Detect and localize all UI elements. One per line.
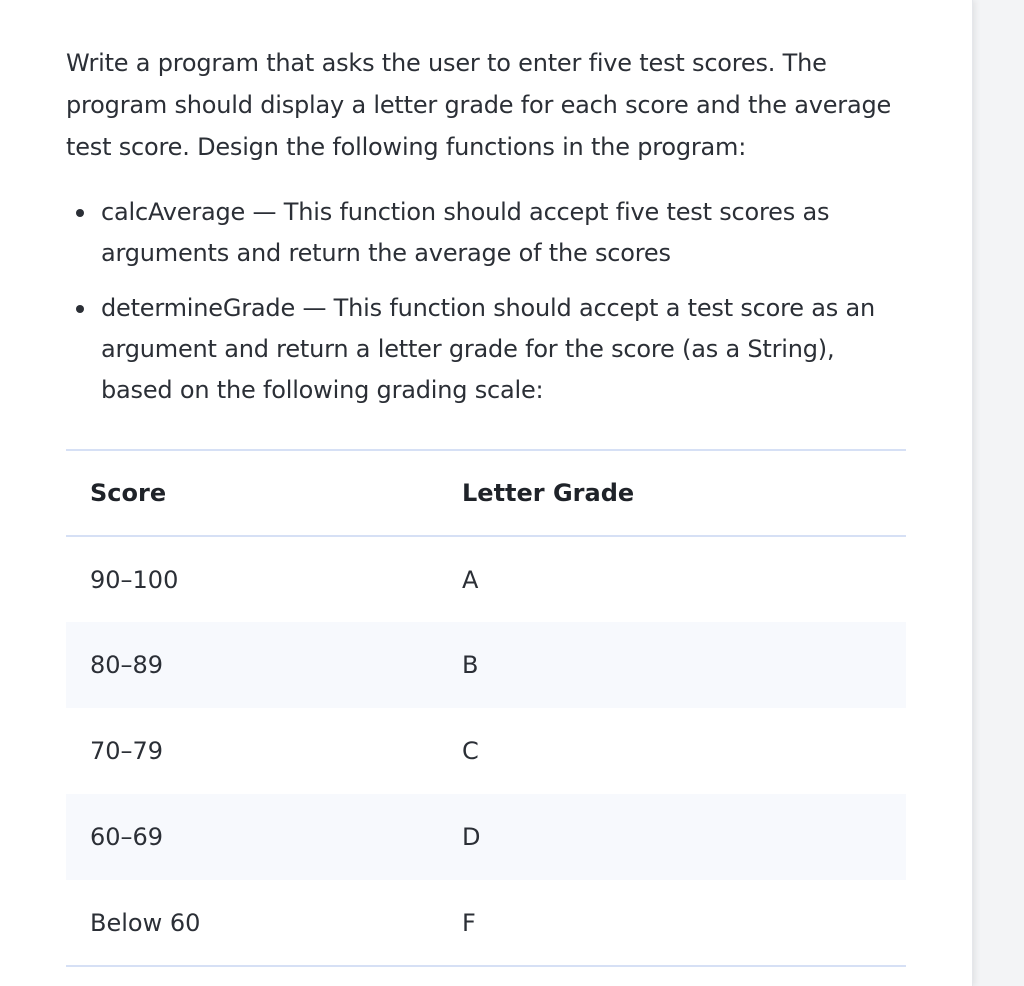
list-item [66, 192, 906, 274]
score-cell: 60–69 [90, 823, 164, 851]
table-row [66, 708, 906, 794]
intro-paragraph: Write a program that asks the user to enter five test scores. The program should display a letter grade for each score and the average test score. Design the following functions in the program: [66, 49, 892, 161]
table-row [66, 536, 906, 622]
grade-cell: A [462, 565, 479, 594]
list-item-text: determineGrade — This function should accept a test score as an argument and return a letter grade for the score (as a String), based on the following grading scale: [101, 294, 876, 404]
grade-cell: F [462, 908, 476, 937]
score-cell: 80–89 [90, 651, 164, 679]
list-item [66, 288, 906, 411]
grading-scale-table [66, 449, 906, 967]
function-list [66, 192, 906, 411]
bullet-icon [76, 209, 84, 217]
table-row [66, 880, 906, 966]
grade-cell: C [462, 737, 479, 765]
table-row [66, 794, 906, 880]
score-cell: 70–79 [90, 737, 164, 765]
bullet-icon [76, 305, 84, 313]
score-cell: Below 60 [90, 908, 201, 937]
table-header-row [66, 450, 906, 536]
grade-cell: D [462, 823, 481, 851]
header-score: Score [90, 479, 167, 507]
list-item-text: calcAverage — This function should accept five test scores as arguments and return the average of the scores [101, 198, 830, 267]
score-cell: 90–100 [90, 565, 179, 594]
table-row [66, 622, 906, 708]
problem-statement [66, 42, 906, 967]
grade-cell: B [462, 651, 479, 679]
header-letter-grade: Letter Grade [462, 479, 635, 507]
